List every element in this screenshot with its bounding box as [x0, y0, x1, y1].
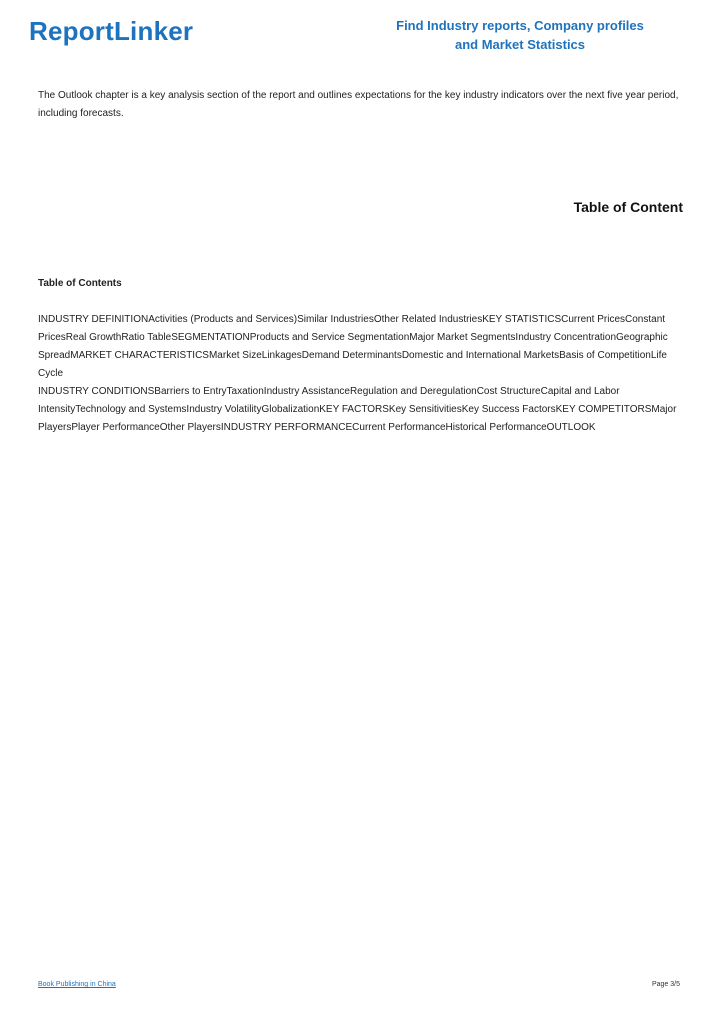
- reportlinker-logo: ReportLinker: [29, 16, 194, 46]
- toc-paragraph-1: INDUSTRY DEFINITIONActivities (Products and Services)Similar IndustriesOther Related IndustriesKEY STATISTICSCurrent PricesConstant PricesReal GrowthRatio TableSEGMENTATIONProducts and Service SegmentationMajor Market SegmentsIndustry ConcentrationGeographic SpreadMARKET CHARACTERISTICSMarket SizeLinkagesDemand DeterminantsDomestic and International MarketsBasis of CompetitionLife Cycle: [38, 314, 668, 379]
- toc-body: [38, 311, 688, 437]
- header-tagline: [368, 16, 672, 54]
- toc-paragraph-2: INDUSTRY CONDITIONSBarriers to EntryTaxationIndustry AssistanceRegulation and DeregulationCost StructureCapital and Labor IntensityTechnology and SystemsIndustry VolatilityGlobalizationKEY FACTORSKey SensitivitiesKey Success FactorsKEY COMPETITORSMajor PlayersPlayer PerformanceOther PlayersINDUSTRY PERFORMANCECurrent PerformanceHistorical PerformanceOUTLOOK: [38, 386, 677, 433]
- intro-paragraph: The Outlook chapter is a key analysis section of the report and outlines expectations for the key industry indicators over the next five year period, including forecasts.: [38, 90, 679, 119]
- page-number: Page 3/5: [651, 981, 680, 988]
- tagline-line-1: Find Industry reports, Company profiles: [396, 18, 644, 33]
- tagline-line-2: and Market Statistics: [454, 37, 586, 52]
- toc-heading: Table of Content: [573, 199, 683, 215]
- toc-subheading: Table of Contents: [38, 278, 122, 289]
- footer-report-link[interactable]: Book Publishing in China: [38, 981, 116, 988]
